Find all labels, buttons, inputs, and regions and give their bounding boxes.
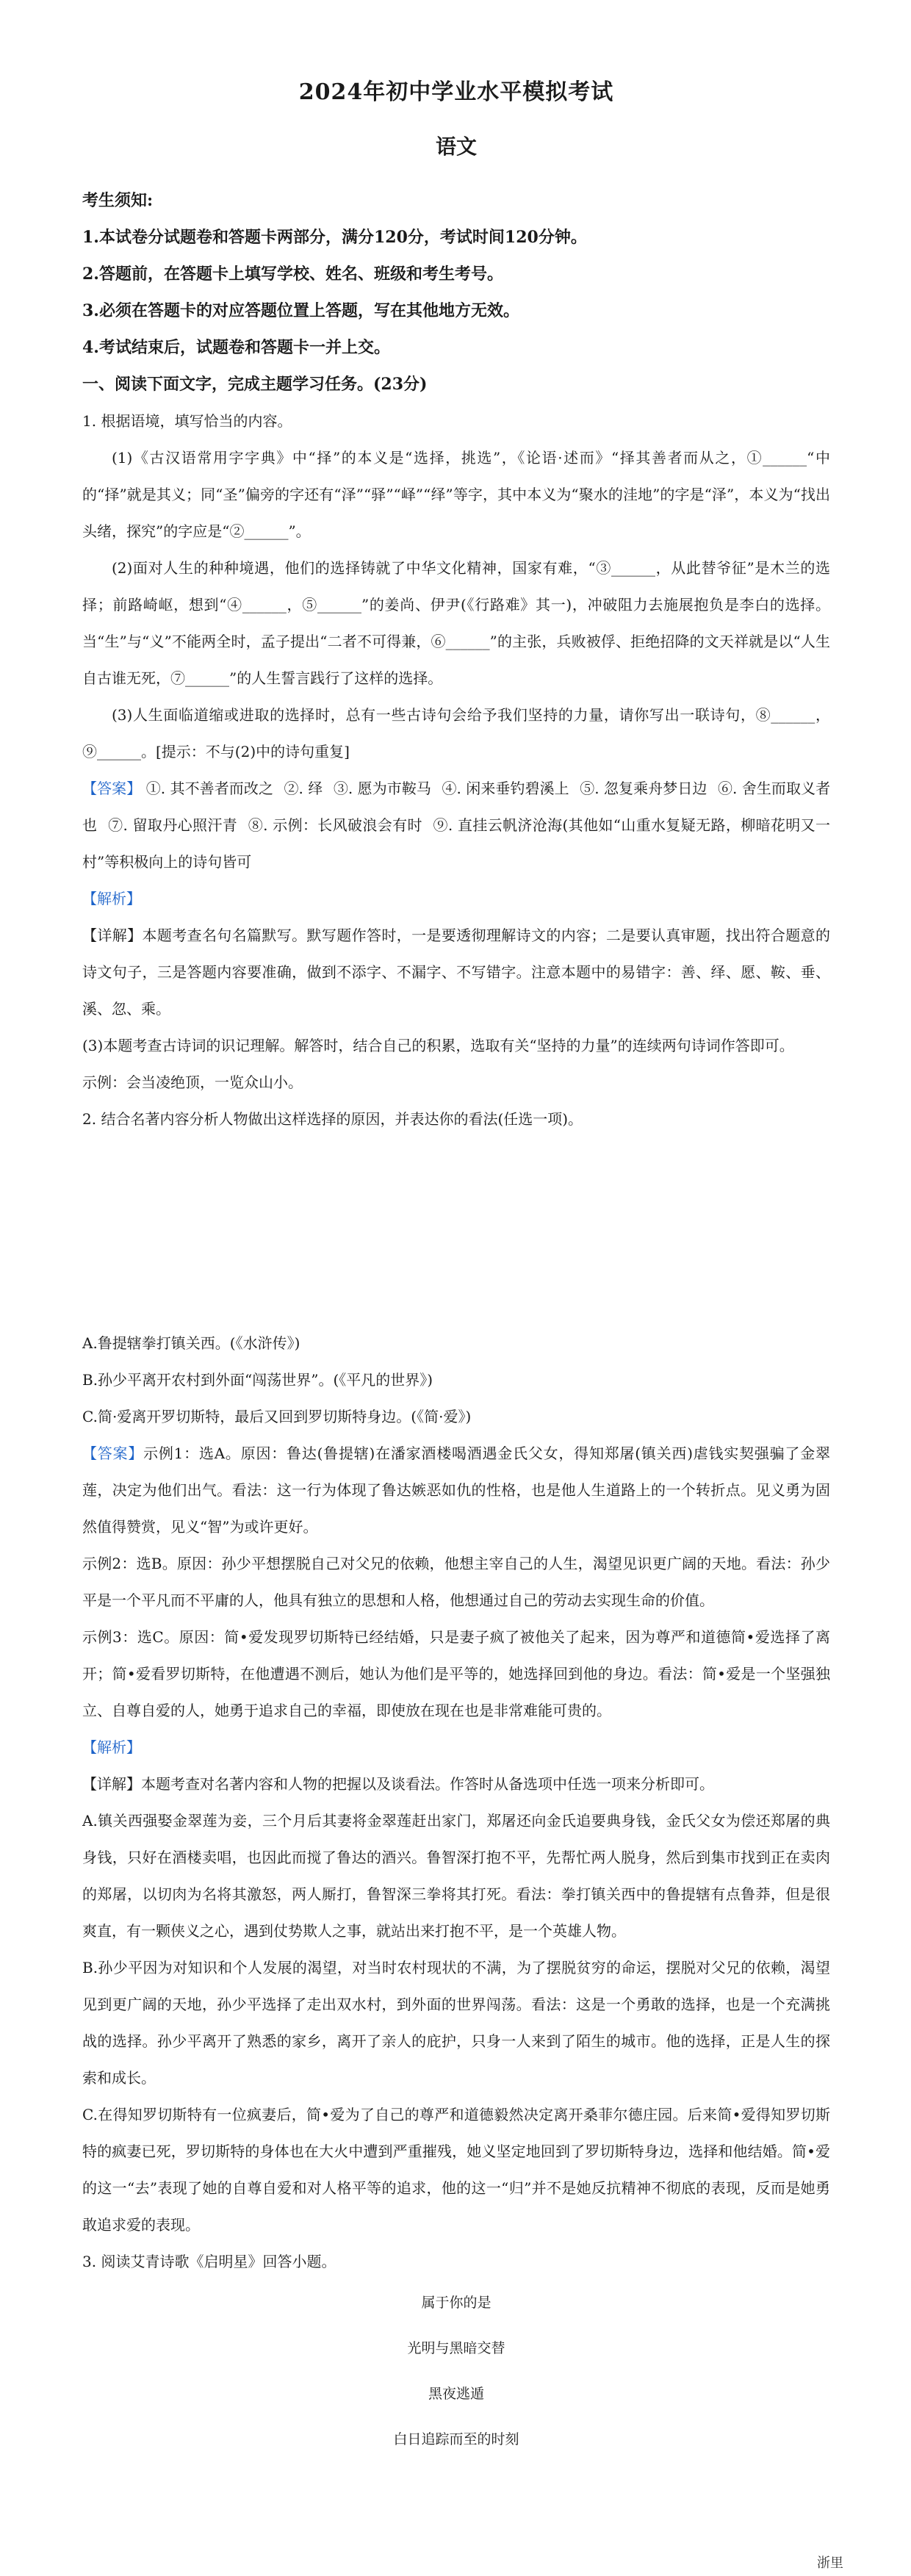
section-heading: 一、阅读下面文字，完成主题学习任务。(23分) (82, 375, 428, 394)
poem-line: 白日追踪而至的时刻 (393, 2431, 519, 2447)
answer-item: ⑧. 示例：长风破浪会有时 (248, 816, 422, 834)
question-2-detail-a: A.镇关西强娶金翠莲为妾，三个月后其妻将金翠莲赶出家门，郑屠还向金氏追要典身钱，金氏父女为偿还郑屠的典身钱，只好在酒楼卖唱，也因此而搅了鲁达的酒兴。鲁智深打抱不平，先帮忙两人脱身，然后到集市找到正在卖肉的郑屠，以切肉为名将其激怒，两人厮打，鲁智深三拳将其打死。看法：拳打镇关西中的鲁提辖有点鲁莽，但是很爽直，有一颗侠义之心，遇到仗势欺人之事，就站出来打抱不平，是一个英雄人物。 (82, 1812, 830, 1940)
question-1-stem: 1. 根据语境，填写恰当的内容。 (82, 412, 292, 430)
question-2-example-2: 示例2：选B。原因：孙少平想摆脱自己对父兄的依赖，他想主宰自己的人生，渴望见识更广阔的天地。看法：孙少平是一个平凡而不平庸的人，他具有独立的思想和人格，他想通过自己的劳动去实现生命的价值。 (82, 1555, 830, 1609)
answer-label: 【答案】 (82, 780, 142, 797)
answer-item: ②. 绎 (284, 780, 323, 797)
answer-item: ⑤. 忽复乘舟梦日边 (580, 780, 707, 797)
answer-item: ⑨. 直挂云帆济沧海(其他如“山重水复疑无路，柳暗花明又一村”等积极向上的诗句皆可 (82, 816, 831, 871)
question-2-detail-c: C.在得知罗切斯特有一位疯妻后，简•爱为了自己的尊严和道德毅然决定离开桑菲尔德庄园。后来简•爱得知罗切斯特的疯妻已死，罗切斯特的身体也在大火中遭到严重摧残，她义坚定地回到了罗切斯特身边，选择和他结婚。简•爱的这一“去”表现了她的自尊自爱和对人格平等的追求，他的这一“归”并不是她反抗精神不彻底的表现，反而是她勇敢追求爱的表现。 (82, 2106, 830, 2234)
answer-text: 示例1：选A。原因：鲁达(鲁提辖)在潘家酒楼喝酒遇金氏父女，得知郑屠(镇关西)虐钱实契强骗了金翠莲，决定为他们出气。看法：这一行为体现了鲁达嫉恶如仇的性格，也是他人生道路上的一个转折点。见义勇为固然值得赞赏，见义“智”为或许更好。 (82, 1444, 830, 1536)
question-1-detail: 【详解】本题考查名句名篇默写。默写题作答时，一是要透彻理解诗文的内容；二是要认真审题，找出符合题意的诗文句子，三是答题内容要准确，做到不添字、不漏字、不写错字。注意本题中的易错字：善、绎、愿、鞍、垂、溪、忽、乘。 (82, 927, 830, 1018)
option-b: B.孙少平离开农村到外面“闯荡世界”。(《平凡的世界》) (82, 1371, 433, 1389)
question-1-detail-2: (3)本题考查古诗词的识记理解。解答时，结合自己的积累，选取有关“坚持的力量”的连续两句诗词作答即可。 (82, 1037, 794, 1054)
notice-item-2: 2.答题前，在答题卡上填写学校、姓名、班级和考生考号。 (82, 265, 503, 284)
answer-item: ⑦. 留取丹心照汗青 (108, 816, 238, 834)
option-c: C.简·爱离开罗切斯特，最后又回到罗切斯特身边。(《简·爱》) (82, 1408, 472, 1425)
question-1-example: 示例：会当凌绝顶，一览众山小。 (82, 1073, 303, 1091)
answer-item: ①. 其不善者而改之 (145, 780, 274, 797)
question-2-answer (82, 1435, 830, 1545)
notice-item-1: 1.本试卷分试题卷和答题卡两部分，满分120分，考试时间120分钟。 (82, 228, 587, 247)
question-2-stem: 2. 结合名著内容分析人物做出这样选择的原因，并表达你的看法(任选一项)。 (82, 1110, 583, 1128)
question-2-example-3: 示例3：选C。原因：简•爱发现罗切斯特已经结婚，只是妻子疯了被他关了起来，因为尊严和道德简•爱选择了离开；简•爱看罗切斯特，在他遭遇不测后，她认为他们是平等的，她选择回到他的身边。看法：简•爱是一个坚强独立、自尊自爱的人，她勇于追求自己的幸福，即使放在现在也是非常难能可贵的。 (82, 1628, 830, 1719)
option-a: A.鲁提辖拳打镇关西。(《水浒传》) (82, 1334, 300, 1352)
question-3-stem: 3. 阅读艾青诗歌《启明星》回答小题。 (82, 2253, 336, 2270)
exam-title: 2024年初中学业水平模拟考试 (298, 79, 614, 105)
poem (82, 2280, 830, 2462)
question-2-detail: 【详解】本题考查对名著内容和人物的把握以及谈看法。作答时从备选项中任选一项来分析即可。 (82, 1775, 714, 1793)
notice-item-4: 4.考试结束后，试题卷和答题卡一并上交。 (82, 338, 390, 357)
answer-item: ⑥. 舍生而取义者也 (82, 780, 831, 834)
question-1-answers (82, 770, 830, 880)
answer-item: ④. 闲来垂钓碧溪上 (442, 780, 569, 797)
explain-label: 【解析】 (82, 890, 141, 907)
question-2-detail-b: B.孙少平因为对知识和个人发展的渴望，对当时农村现状的不满，为了摆脱贫穷的命运，摆脱对父兄的依赖，渴望见到更广阔的天地，孙少平选择了走出双水村，到外面的世界闯荡。看法：这是一个勇敢的选择，也是一个充满挑战的选择。孙少平离开了熟悉的家乡，离开了亲人的庇护，只身一人来到了陌生的城市。他的选择，正是人生的探索和成长。 (82, 1959, 830, 2087)
answer-label: 【答案】 (82, 1444, 144, 1462)
notice-item-3: 3.必须在答题卡的对应答题位置上答题，写在其他地方无效。 (82, 301, 519, 320)
poem-line: 光明与黑暗交替 (407, 2340, 505, 2356)
question-1-part-1: (1)《古汉语常用字字典》中“择”的本义是“选择，挑选”，《论语·述而》“择其善者而从之，①______“中的“择”就是其义；同“圣”偏旁的字还有“泽”“驿”“峄”“绎”等字，其中本义为“聚水的洼地”的字是“泽”，本义为“找出头绪，探究”的字应是“②______”。 (82, 449, 830, 540)
exam-subject: 语文 (435, 134, 477, 159)
notice-heading: 考生须知: (82, 191, 154, 210)
poem-line: 属于你的是 (421, 2295, 491, 2311)
corner-mark: 浙里 (817, 2555, 843, 2571)
question-1-part-2: (2)面对人生的种种境遇，他们的选择铸就了中华文化精神，国家有难，“③______，从此替爷征”是木兰的选择；前路崎岖，想到“④______，⑤______”的姜尚、伊尹(《行路难》其一)，冲破阻力去施展抱负是李白的选择。当“生”与“义”不能两全时，孟子提出“二者不可得兼，⑥______”的主张，兵败被俘、拒绝招降的文天祥就是以“人生自古谁无死，⑦______”的人生誓言践行了这样的选择。 (82, 559, 830, 687)
question-1-part-3: (3)人生面临道缩或进取的选择时，总有一些古诗句会给予我们坚持的力量，请你写出一联诗句，⑧______，⑨______。[提示：不与(2)中的诗句重复] (82, 706, 830, 760)
answer-item: ③. 愿为市鞍马 (333, 780, 431, 797)
poem-line: 黑夜逃遁 (428, 2386, 484, 2402)
explain-label: 【解析】 (82, 1738, 141, 1756)
answer-space (82, 1137, 830, 1325)
